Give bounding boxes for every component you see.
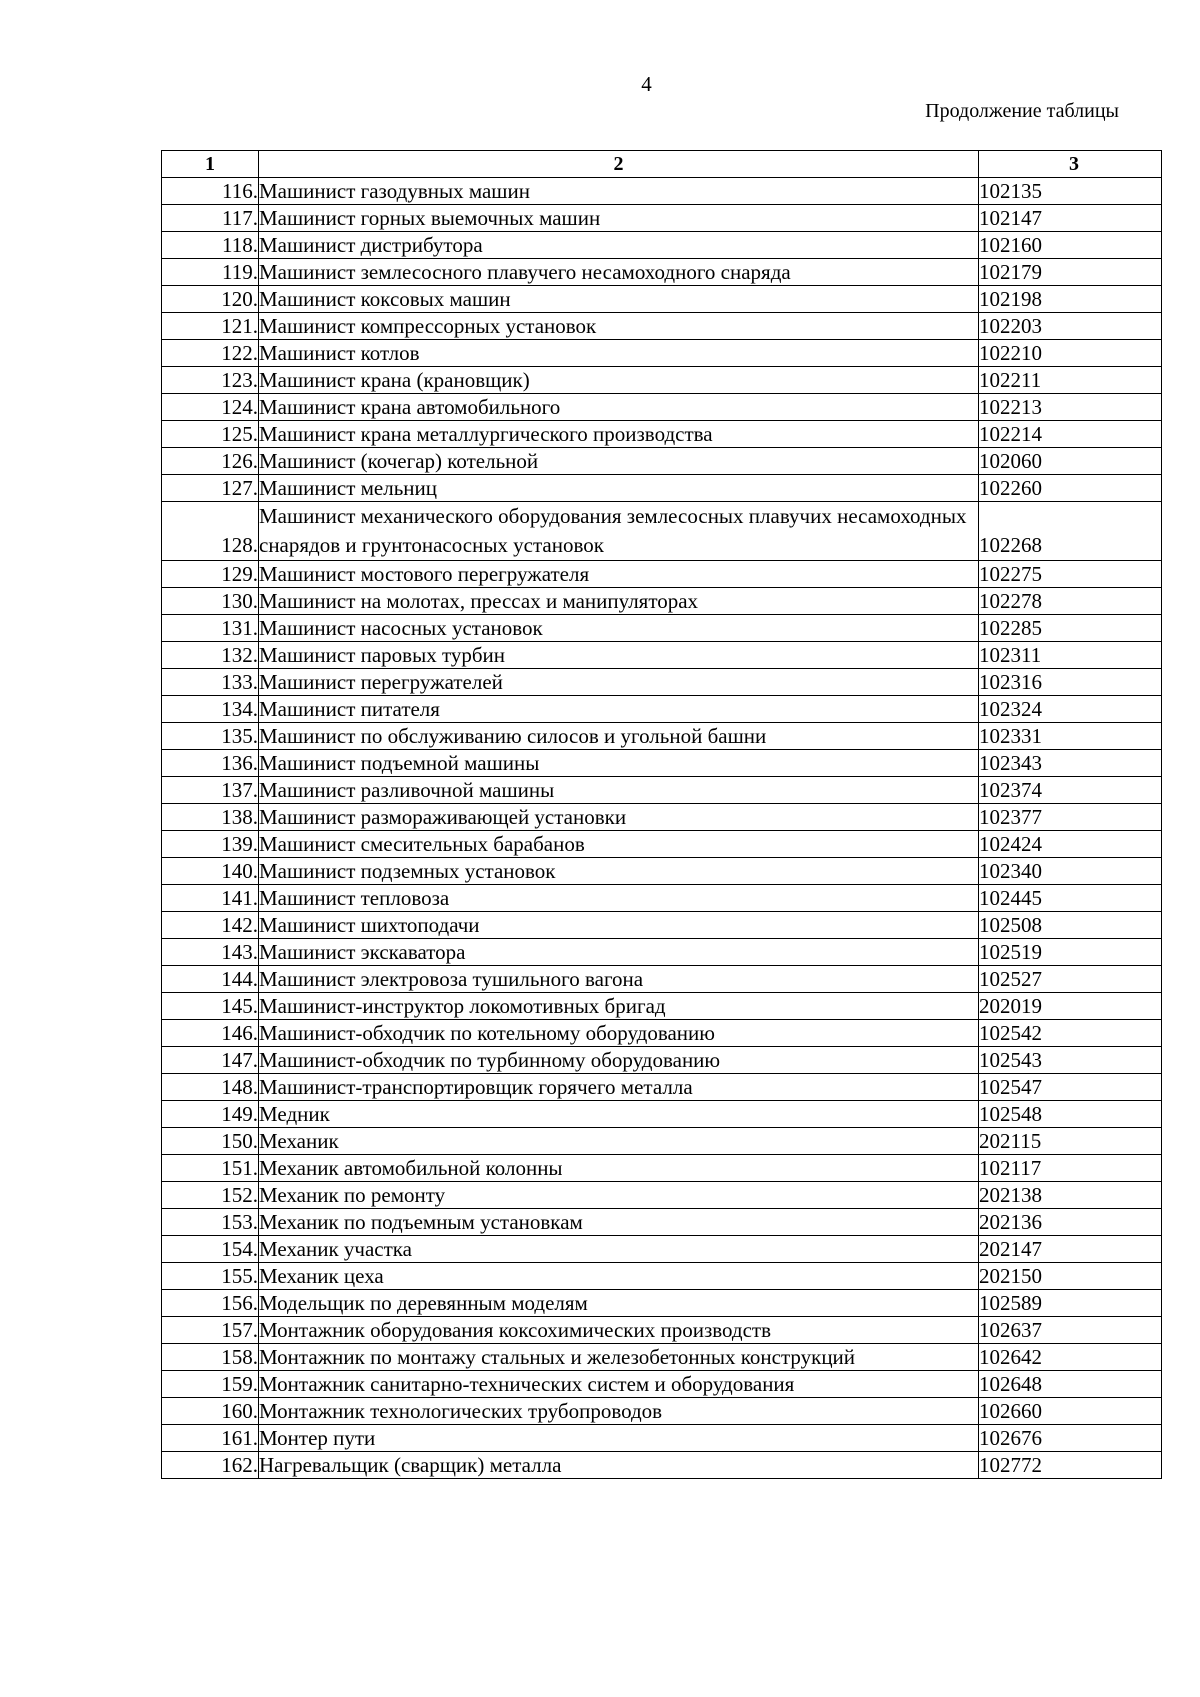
profession-code-cell: 102548 [979,1101,1162,1128]
row-number-cell: 122. [162,340,259,367]
table-row [162,1182,1162,1209]
table-row [162,1425,1162,1452]
profession-name-cell: Механик по подъемным установкам [259,1209,979,1236]
profession-name-cell: Машинист тепловоза [259,885,979,912]
table-row [162,1317,1162,1344]
profession-code-cell: 102060 [979,448,1162,475]
profession-name-cell: Машинист коксовых машин [259,286,979,313]
profession-code-cell: 102213 [979,394,1162,421]
table-row [162,232,1162,259]
table-row [162,939,1162,966]
row-number-cell: 119. [162,259,259,286]
profession-name-cell: Монтажник технологических трубопроводов [259,1398,979,1425]
table-row [162,1128,1162,1155]
row-number-cell: 137. [162,777,259,804]
row-number-cell: 138. [162,804,259,831]
profession-code-cell: 202138 [979,1182,1162,1209]
profession-name-cell: Машинист горных выемочных машин [259,205,979,232]
profession-name-cell: Машинист-обходчик по котельному оборудованию [259,1020,979,1047]
table-row [162,313,1162,340]
professions-table [161,150,1162,1479]
profession-name-cell: Машинист дистрибутора [259,232,979,259]
profession-code-cell: 102343 [979,750,1162,777]
profession-name-cell: Машинист-обходчик по турбинному оборудованию [259,1047,979,1074]
table-row [162,448,1162,475]
profession-name-cell: Машинист по обслуживанию силосов и угольной башни [259,723,979,750]
page-number: 4 [641,72,652,96]
table-row [162,502,1162,561]
profession-name-cell: Машинист насосных установок [259,615,979,642]
profession-name-cell: Медник [259,1101,979,1128]
profession-code-cell: 102377 [979,804,1162,831]
profession-code-cell: 102642 [979,1344,1162,1371]
profession-name-cell: Механик цеха [259,1263,979,1290]
row-number-cell: 143. [162,939,259,966]
row-number-cell: 117. [162,205,259,232]
profession-code-cell: 102324 [979,696,1162,723]
profession-name-cell: Машинист питателя [259,696,979,723]
profession-code-cell: 102210 [979,340,1162,367]
profession-code-cell: 102211 [979,367,1162,394]
table-row [162,669,1162,696]
profession-name-cell: Машинист на молотах, прессах и манипуляторах [259,588,979,615]
profession-code-cell: 202115 [979,1128,1162,1155]
profession-name-cell: Машинист газодувных машин [259,178,979,205]
table-row [162,1263,1162,1290]
profession-code-cell: 102275 [979,561,1162,588]
table-row [162,615,1162,642]
table-row [162,286,1162,313]
row-number-cell: 121. [162,313,259,340]
profession-name-cell: Монтажник санитарно-технических систем и оборудования [259,1371,979,1398]
profession-name-cell: Машинист перегружателей [259,669,979,696]
profession-name-cell: Машинист мельниц [259,475,979,502]
profession-code-cell: 202150 [979,1263,1162,1290]
row-number-cell: 157. [162,1317,259,1344]
row-number-cell: 148. [162,1074,259,1101]
profession-name-cell: Машинист экскаватора [259,939,979,966]
column-header-3: 3 [979,151,1162,178]
table-row [162,1074,1162,1101]
profession-name-cell: Машинист подземных установок [259,858,979,885]
profession-name-cell: Модельщик по деревянным моделям [259,1290,979,1317]
table-row [162,1371,1162,1398]
profession-name-cell: Машинист-транспортировщик горячего металла [259,1074,979,1101]
profession-code-cell: 102660 [979,1398,1162,1425]
table-row [162,561,1162,588]
table-row [162,1020,1162,1047]
row-number-cell: 127. [162,475,259,502]
table-row [162,1236,1162,1263]
profession-code-cell: 102198 [979,286,1162,313]
profession-name-cell: Механик [259,1128,979,1155]
profession-name-cell: Монтажник по монтажу стальных и железобетонных конструкций [259,1344,979,1371]
profession-name-cell: Машинист землесосного плавучего несамоходного снаряда [259,259,979,286]
row-number-cell: 153. [162,1209,259,1236]
table-row [162,1290,1162,1317]
profession-code-cell: 102676 [979,1425,1162,1452]
profession-code-cell: 102117 [979,1155,1162,1182]
column-header-2: 2 [259,151,979,178]
profession-code-cell: 102316 [979,669,1162,696]
row-number-cell: 161. [162,1425,259,1452]
profession-name-cell: Машинист крана металлургического производства [259,421,979,448]
row-number-cell: 140. [162,858,259,885]
table-row [162,1209,1162,1236]
row-number-cell: 130. [162,588,259,615]
row-number-cell: 150. [162,1128,259,1155]
profession-name-cell: Машинист механического оборудования землесосных плавучих несамоходных снарядов и грунтонасосных установок [259,502,979,561]
row-number-cell: 159. [162,1371,259,1398]
row-number-cell: 152. [162,1182,259,1209]
profession-name-cell: Монтажник оборудования коксохимических производств [259,1317,979,1344]
table-row [162,1101,1162,1128]
table-row [162,642,1162,669]
row-number-cell: 126. [162,448,259,475]
row-number-cell: 136. [162,750,259,777]
row-number-cell: 132. [162,642,259,669]
profession-code-cell: 102340 [979,858,1162,885]
row-number-cell: 133. [162,669,259,696]
row-number-cell: 156. [162,1290,259,1317]
profession-code-cell: 202147 [979,1236,1162,1263]
profession-name-cell: Машинист размораживающей установки [259,804,979,831]
row-number-cell: 147. [162,1047,259,1074]
table-row [162,1452,1162,1479]
profession-name-cell: Машинист (кочегар) котельной [259,448,979,475]
row-number-cell: 129. [162,561,259,588]
row-number-cell: 146. [162,1020,259,1047]
row-number-cell: 124. [162,394,259,421]
profession-code-cell: 102260 [979,475,1162,502]
profession-code-cell: 102311 [979,642,1162,669]
profession-code-cell: 102527 [979,966,1162,993]
profession-name-cell: Машинист подъемной машины [259,750,979,777]
table-row [162,750,1162,777]
column-header-1: 1 [162,151,259,178]
row-number-cell: 123. [162,367,259,394]
profession-code-cell: 102135 [979,178,1162,205]
row-number-cell: 128. [162,502,259,561]
profession-name-cell: Машинист шихтоподачи [259,912,979,939]
table-row [162,1398,1162,1425]
profession-name-cell: Машинист котлов [259,340,979,367]
row-number-cell: 158. [162,1344,259,1371]
profession-code-cell: 102203 [979,313,1162,340]
row-number-cell: 162. [162,1452,259,1479]
profession-code-cell: 102285 [979,615,1162,642]
row-number-cell: 139. [162,831,259,858]
row-number-cell: 116. [162,178,259,205]
profession-code-cell: 102179 [979,259,1162,286]
table-row [162,912,1162,939]
profession-name-cell: Механик участка [259,1236,979,1263]
table-row [162,993,1162,1020]
row-number-cell: 120. [162,286,259,313]
row-number-cell: 145. [162,993,259,1020]
profession-name-cell: Машинист компрессорных установок [259,313,979,340]
table-row [162,475,1162,502]
profession-code-cell: 102648 [979,1371,1162,1398]
row-number-cell: 155. [162,1263,259,1290]
profession-name-cell: Монтер пути [259,1425,979,1452]
table-row [162,421,1162,448]
profession-code-cell: 102542 [979,1020,1162,1047]
row-number-cell: 142. [162,912,259,939]
table-row [162,205,1162,232]
profession-code-cell: 102772 [979,1452,1162,1479]
profession-name-cell: Механик автомобильной колонны [259,1155,979,1182]
table-row [162,777,1162,804]
profession-code-cell: 102543 [979,1047,1162,1074]
profession-code-cell: 102268 [979,502,1162,561]
table-row [162,1344,1162,1371]
table-row [162,885,1162,912]
table-row [162,858,1162,885]
table-row [162,178,1162,205]
profession-code-cell: 102331 [979,723,1162,750]
table-row [162,367,1162,394]
profession-code-cell: 202136 [979,1209,1162,1236]
row-number-cell: 160. [162,1398,259,1425]
table-row [162,1047,1162,1074]
profession-name-cell: Нагревальщик (сварщик) металла [259,1452,979,1479]
profession-name-cell: Машинист смесительных барабанов [259,831,979,858]
row-number-cell: 135. [162,723,259,750]
row-number-cell: 118. [162,232,259,259]
profession-name-cell: Машинист паровых турбин [259,642,979,669]
profession-code-cell: 102637 [979,1317,1162,1344]
profession-code-cell: 102160 [979,232,1162,259]
table-row [162,831,1162,858]
profession-code-cell: 202019 [979,993,1162,1020]
profession-name-cell: Машинист разливочной машины [259,777,979,804]
profession-code-cell: 102547 [979,1074,1162,1101]
table-header-row [162,151,1162,178]
row-number-cell: 154. [162,1236,259,1263]
table-row [162,394,1162,421]
profession-code-cell: 102278 [979,588,1162,615]
table-row [162,966,1162,993]
table-row [162,340,1162,367]
table-row [162,259,1162,286]
row-number-cell: 149. [162,1101,259,1128]
profession-code-cell: 102214 [979,421,1162,448]
table-row [162,588,1162,615]
profession-code-cell: 102374 [979,777,1162,804]
profession-code-cell: 102147 [979,205,1162,232]
row-number-cell: 125. [162,421,259,448]
profession-code-cell: 102508 [979,912,1162,939]
profession-name-cell: Машинист электровоза тушильного вагона [259,966,979,993]
profession-name-cell: Машинист крана автомобильного [259,394,979,421]
profession-code-cell: 102445 [979,885,1162,912]
profession-code-cell: 102424 [979,831,1162,858]
table-continuation-label: Продолжение таблицы [925,100,1119,122]
table-row [162,804,1162,831]
row-number-cell: 134. [162,696,259,723]
row-number-cell: 144. [162,966,259,993]
row-number-cell: 131. [162,615,259,642]
row-number-cell: 151. [162,1155,259,1182]
table-row [162,723,1162,750]
table-row [162,1155,1162,1182]
profession-name-cell: Машинист-инструктор локомотивных бригад [259,993,979,1020]
profession-code-cell: 102589 [979,1290,1162,1317]
profession-name-cell: Машинист мостового перегружателя [259,561,979,588]
table-row [162,696,1162,723]
row-number-cell: 141. [162,885,259,912]
profession-name-cell: Механик по ремонту [259,1182,979,1209]
profession-name-cell: Машинист крана (крановщик) [259,367,979,394]
profession-code-cell: 102519 [979,939,1162,966]
